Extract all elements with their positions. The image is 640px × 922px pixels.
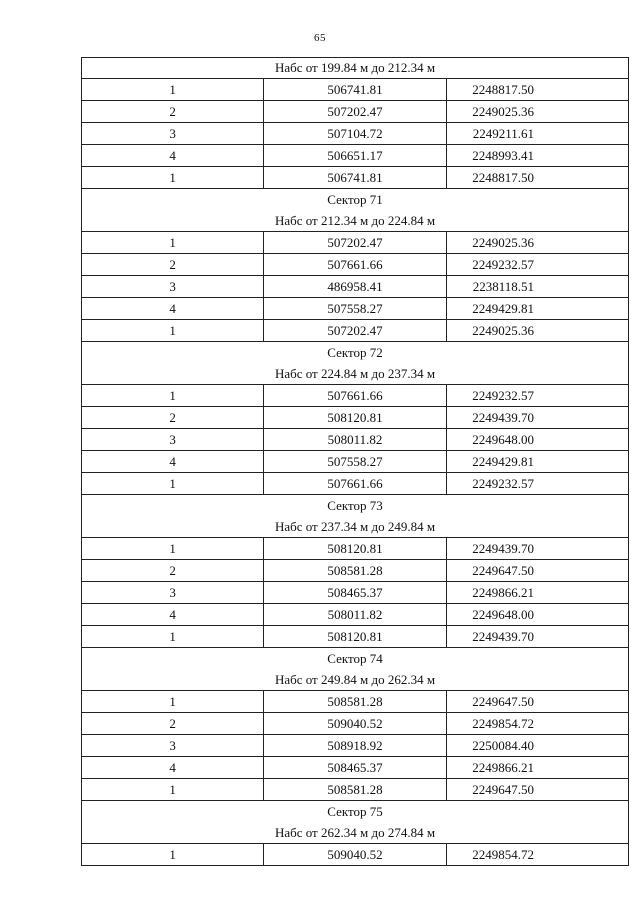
table-row: [82, 451, 629, 473]
y-coordinate-cell: 2248817.50: [446, 167, 628, 189]
y-coordinate-cell: 2249648.00: [446, 429, 628, 451]
x-coordinate-cell: 508120.81: [264, 407, 446, 429]
point-number-cell: 1: [82, 79, 264, 101]
table-row: [82, 582, 629, 604]
sector-header-row: [82, 342, 629, 385]
table-row: [82, 167, 629, 189]
point-number-cell: 4: [82, 757, 264, 779]
x-coordinate-cell: 507558.27: [264, 298, 446, 320]
point-number-cell: 1: [82, 844, 264, 866]
table-row: [82, 407, 629, 429]
point-number-cell: 4: [82, 451, 264, 473]
y-coordinate-cell: 2249025.36: [446, 232, 628, 254]
x-coordinate-cell: 507661.66: [264, 473, 446, 495]
table-row: [82, 626, 629, 648]
point-number-cell: 3: [82, 582, 264, 604]
height-range: Набс от 249.84 м до 262.34 м: [274, 672, 436, 687]
table-row: [82, 429, 629, 451]
y-coordinate-cell: 2248817.50: [446, 79, 628, 101]
table-row: [82, 145, 629, 167]
sector-header: [82, 495, 629, 538]
sector-title: Сектор 71: [327, 192, 383, 207]
table-row: [82, 560, 629, 582]
sector-title: Сектор 72: [327, 345, 383, 360]
x-coordinate-cell: 506741.81: [264, 79, 446, 101]
x-coordinate-cell: 506741.81: [264, 167, 446, 189]
y-coordinate-cell: 2249439.70: [446, 626, 628, 648]
point-number-cell: 2: [82, 713, 264, 735]
point-number-cell: 2: [82, 407, 264, 429]
height-range: Набс от 224.84 м до 237.34 м: [274, 366, 436, 381]
x-coordinate-cell: 507202.47: [264, 101, 446, 123]
y-coordinate-cell: 2249232.57: [446, 385, 628, 407]
table-row: [82, 538, 629, 560]
sector-header-row: [82, 58, 629, 79]
point-number-cell: 4: [82, 145, 264, 167]
point-number-cell: 1: [82, 232, 264, 254]
sector-header-row: [82, 495, 629, 538]
x-coordinate-cell: 507202.47: [264, 320, 446, 342]
sector-header-row: [82, 189, 629, 232]
x-coordinate-cell: 508011.82: [264, 429, 446, 451]
y-coordinate-cell: 2249647.50: [446, 691, 628, 713]
x-coordinate-cell: 486958.41: [264, 276, 446, 298]
y-coordinate-cell: 2249648.00: [446, 604, 628, 626]
x-coordinate-cell: 507558.27: [264, 451, 446, 473]
y-coordinate-cell: 2238118.51: [446, 276, 628, 298]
table-row: [82, 473, 629, 495]
x-coordinate-cell: 508918.92: [264, 735, 446, 757]
coordinates-table-body: [82, 58, 629, 866]
table-row: [82, 101, 629, 123]
height-range: Набс от 199.84 м до 212.34 м: [274, 60, 436, 75]
x-coordinate-cell: 508120.81: [264, 538, 446, 560]
y-coordinate-cell: 2248993.41: [446, 145, 628, 167]
x-coordinate-cell: 508581.28: [264, 779, 446, 801]
x-coordinate-cell: 509040.52: [264, 713, 446, 735]
sector-title: Сектор 75: [327, 804, 383, 819]
x-coordinate-cell: 509040.52: [264, 844, 446, 866]
table-row: [82, 79, 629, 101]
point-number-cell: 3: [82, 123, 264, 145]
point-number-cell: 1: [82, 779, 264, 801]
point-number-cell: 4: [82, 298, 264, 320]
table-row: [82, 713, 629, 735]
sector-header: [82, 801, 629, 844]
point-number-cell: 1: [82, 626, 264, 648]
y-coordinate-cell: 2249647.50: [446, 779, 628, 801]
table-row: [82, 844, 629, 866]
y-coordinate-cell: 2249866.21: [446, 757, 628, 779]
y-coordinate-cell: 2249439.70: [446, 538, 628, 560]
x-coordinate-cell: 508011.82: [264, 604, 446, 626]
point-number-cell: 1: [82, 167, 264, 189]
y-coordinate-cell: 2249854.72: [446, 844, 628, 866]
y-coordinate-cell: 2249025.36: [446, 101, 628, 123]
table-row: [82, 691, 629, 713]
sector-header-row: [82, 801, 629, 844]
sector-header: [82, 189, 629, 232]
y-coordinate-cell: 2249232.57: [446, 473, 628, 495]
x-coordinate-cell: 507104.72: [264, 123, 446, 145]
table-row: [82, 735, 629, 757]
table-row: [82, 298, 629, 320]
x-coordinate-cell: 508465.37: [264, 582, 446, 604]
point-number-cell: 1: [82, 538, 264, 560]
point-number-cell: 1: [82, 320, 264, 342]
height-range: Набс от 237.34 м до 249.84 м: [274, 519, 436, 534]
page-number: 65: [314, 32, 326, 44]
y-coordinate-cell: 2250084.40: [446, 735, 628, 757]
point-number-cell: 1: [82, 691, 264, 713]
table-row: [82, 385, 629, 407]
table-row: [82, 320, 629, 342]
y-coordinate-cell: 2249025.36: [446, 320, 628, 342]
y-coordinate-cell: 2249211.61: [446, 123, 628, 145]
height-range: Набс от 212.34 м до 224.84 м: [274, 213, 436, 228]
y-coordinate-cell: 2249232.57: [446, 254, 628, 276]
table-row: [82, 276, 629, 298]
x-coordinate-cell: 508581.28: [264, 691, 446, 713]
y-coordinate-cell: 2249866.21: [446, 582, 628, 604]
sector-header: [82, 58, 629, 79]
point-number-cell: 2: [82, 560, 264, 582]
point-number-cell: 1: [82, 473, 264, 495]
point-number-cell: 4: [82, 604, 264, 626]
table-row: [82, 254, 629, 276]
point-number-cell: 3: [82, 429, 264, 451]
height-range: Набс от 262.34 м до 274.84 м: [274, 825, 436, 840]
coordinates-table: [81, 57, 629, 866]
x-coordinate-cell: 507661.66: [264, 385, 446, 407]
sector-header-row: [82, 648, 629, 691]
sector-header: [82, 342, 629, 385]
table-row: [82, 757, 629, 779]
table-row: [82, 123, 629, 145]
sector-title: Сектор 74: [327, 651, 383, 666]
point-number-cell: 1: [82, 385, 264, 407]
table-row: [82, 604, 629, 626]
point-number-cell: 3: [82, 735, 264, 757]
y-coordinate-cell: 2249647.50: [446, 560, 628, 582]
x-coordinate-cell: 508581.28: [264, 560, 446, 582]
x-coordinate-cell: 507202.47: [264, 232, 446, 254]
sector-header: [82, 648, 629, 691]
x-coordinate-cell: 508465.37: [264, 757, 446, 779]
y-coordinate-cell: 2249429.81: [446, 451, 628, 473]
y-coordinate-cell: 2249439.70: [446, 407, 628, 429]
table-row: [82, 779, 629, 801]
x-coordinate-cell: 506651.17: [264, 145, 446, 167]
x-coordinate-cell: 507661.66: [264, 254, 446, 276]
point-number-cell: 3: [82, 276, 264, 298]
sector-title: Сектор 73: [327, 498, 383, 513]
table-row: [82, 232, 629, 254]
y-coordinate-cell: 2249429.81: [446, 298, 628, 320]
point-number-cell: 2: [82, 101, 264, 123]
x-coordinate-cell: 508120.81: [264, 626, 446, 648]
point-number-cell: 2: [82, 254, 264, 276]
y-coordinate-cell: 2249854.72: [446, 713, 628, 735]
